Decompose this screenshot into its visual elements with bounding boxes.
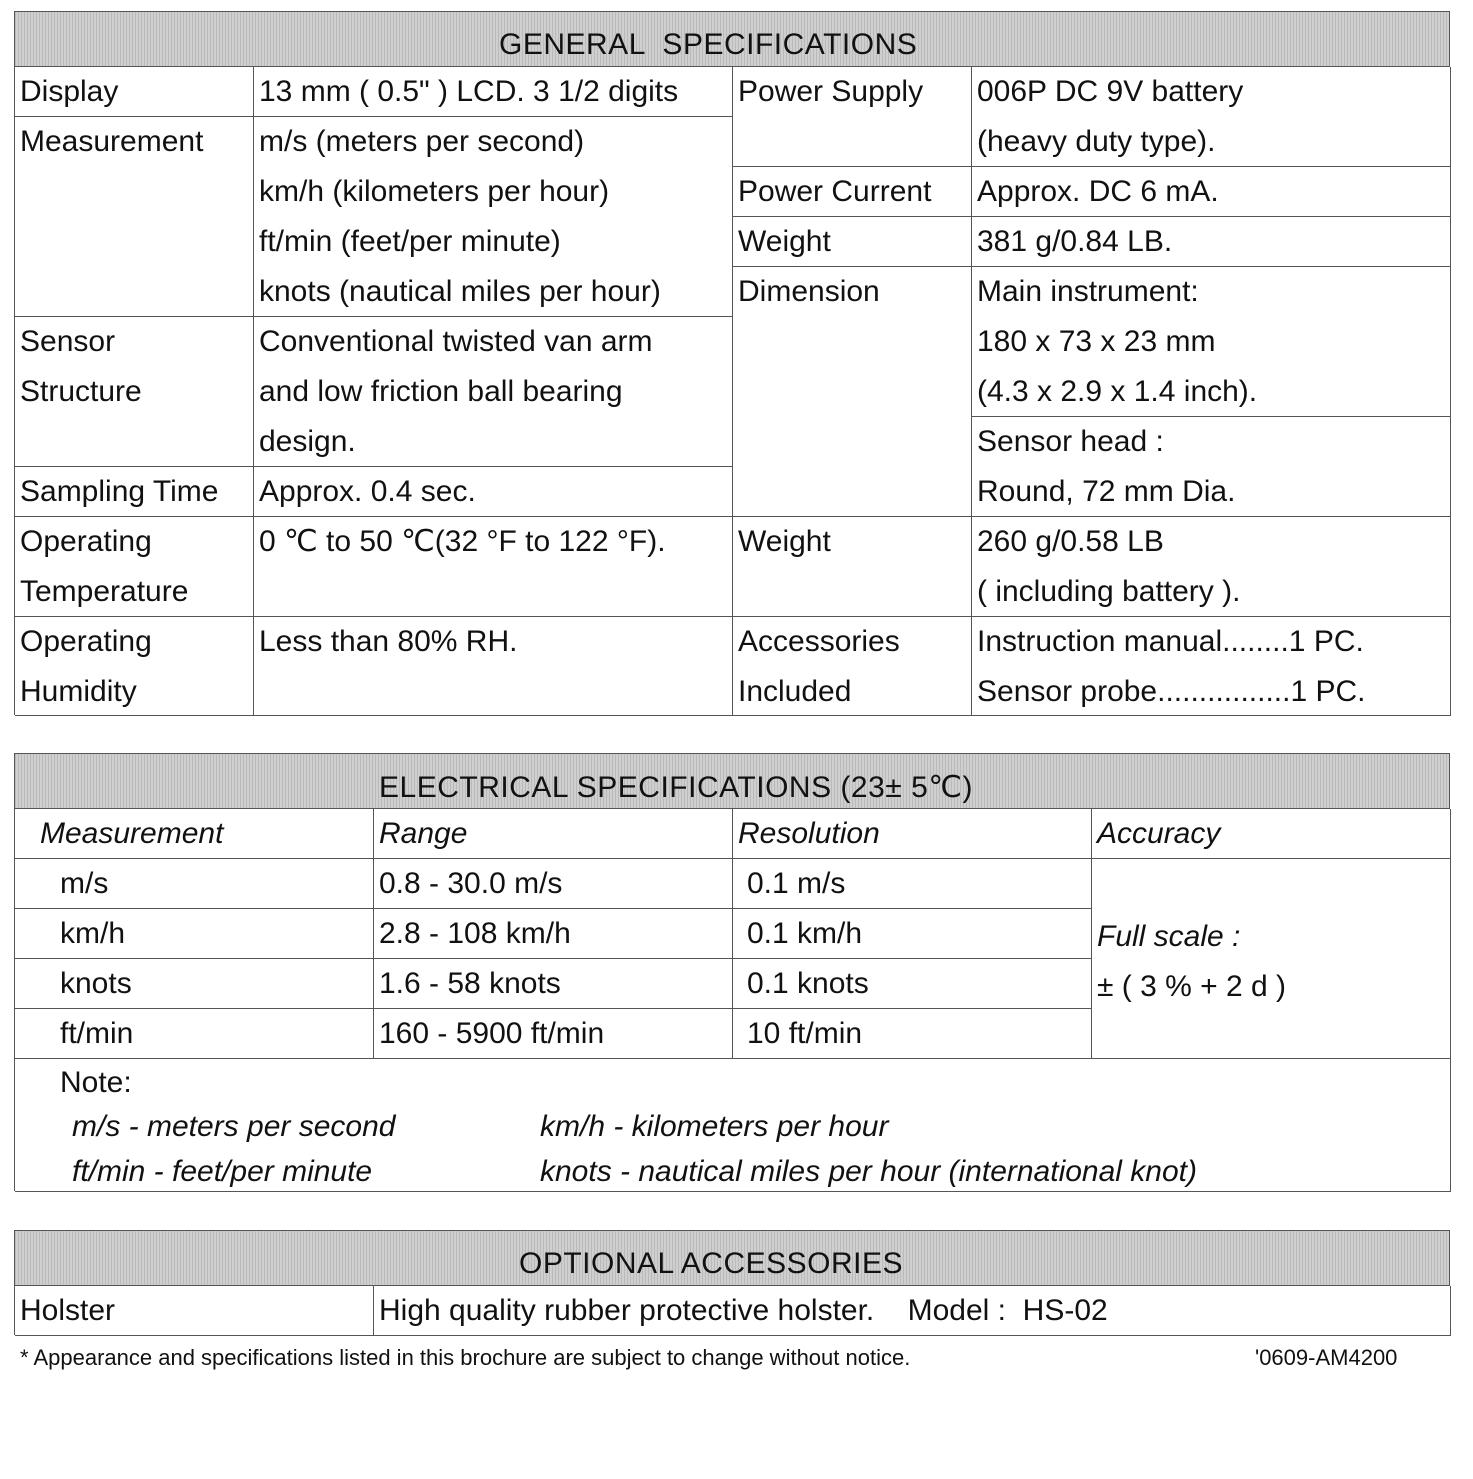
measurement-label: Measurement: [20, 125, 204, 158]
weight-label-cell: [733, 217, 972, 267]
weight2-value-line1: 260 g/0.58 LB: [977, 525, 1164, 558]
power-supply-label-cell: [733, 67, 972, 167]
row-ms-unit: m/s: [60, 867, 109, 900]
dimension-label: Dimension: [738, 275, 880, 308]
op-hum-label-line2: Humidity: [20, 675, 137, 708]
row-knots-unit: knots: [60, 967, 132, 1000]
accuracy-line1: Full scale :: [1097, 920, 1241, 953]
power-current-value: Approx. DC 6 mA.: [977, 175, 1219, 208]
accessories-value-line2: Sensor probe................1 PC.: [977, 675, 1366, 708]
accessories-value-line1: Instruction manual........1 PC.: [977, 625, 1364, 658]
electrical-spec-title: ELECTRICAL SPECIFICATIONS (23± 5℃): [379, 771, 973, 804]
note-label: Note:: [60, 1066, 132, 1099]
electrical-spec-header: [14, 753, 1450, 809]
header-range-cell: [374, 809, 733, 859]
power-supply-value-line1: 006P DC 9V battery: [977, 75, 1244, 108]
general-spec-header: [14, 11, 1450, 67]
op-hum-value-cell: [254, 617, 733, 716]
measurement-value-cell: [254, 117, 733, 317]
op-temp-label-line2: Temperature: [20, 575, 189, 608]
measurement-value-ftmin: ft/min (feet/per minute): [259, 225, 561, 258]
header-resolution: Resolution: [738, 817, 880, 850]
weight2-value-cell: [972, 517, 1451, 617]
accessories-label-line2: Included: [738, 675, 852, 708]
power-current-label: Power Current: [738, 175, 932, 208]
sensor-label-line1: Sensor: [20, 325, 116, 358]
accuracy-cell: [1092, 859, 1451, 1059]
op-temp-label-line1: Operating: [20, 525, 152, 558]
note-ftmin: ft/min - feet/per minute: [72, 1155, 373, 1188]
dimension-main-line2: 180 x 73 x 23 mm: [977, 325, 1216, 358]
general-spec-table: [14, 66, 1450, 715]
row-ms-range: 0.8 - 30.0 m/s: [379, 867, 563, 900]
weight2-label-cell: [733, 517, 972, 617]
sensor-value-line1: Conventional twisted van arm: [259, 325, 653, 358]
dimension-main-line1: Main instrument:: [977, 275, 1199, 308]
weight2-value-line2: ( including battery ).: [977, 575, 1241, 608]
row-kmh-range: 2.8 - 108 km/h: [379, 917, 571, 950]
power-supply-label: Power Supply: [738, 75, 924, 108]
note-ms: m/s - meters per second: [72, 1110, 396, 1143]
holster-desc-cell: [374, 1286, 1451, 1336]
row-ms-resolution: 0.1 m/s: [747, 867, 846, 900]
footer-code: '0609-AM4200: [1255, 1345, 1398, 1370]
optional-accessories-title: OPTIONAL ACCESSORIES: [519, 1247, 903, 1280]
sampling-value-cell: [254, 467, 733, 517]
op-hum-value: Less than 80% RH.: [259, 625, 518, 658]
dimension-sensor-cell: [972, 417, 1451, 517]
table-row-knots-measurement: [15, 959, 374, 1009]
accessories-value-cell: [972, 617, 1451, 716]
power-supply-value-cell: [972, 67, 1451, 167]
electrical-spec-table: [14, 808, 1450, 1191]
table-row-ms-range: [374, 859, 733, 909]
op-hum-label-line1: Operating: [20, 625, 152, 658]
op-temp-value: 0 ℃ to 50 ℃(32 °F to 122 °F).: [259, 525, 666, 558]
header-measurement: Measurement: [40, 817, 224, 850]
row-knots-resolution: 0.1 knots: [747, 967, 869, 1000]
accessories-label-cell: [733, 617, 972, 716]
note-knots: knots - nautical miles per hour (international knot): [540, 1155, 1197, 1188]
header-accuracy: Accuracy: [1097, 817, 1221, 850]
table-row-ftmin-measurement: [15, 1009, 374, 1059]
sampling-value: Approx. 0.4 sec.: [259, 475, 476, 508]
dimension-sensor-line2: Round, 72 mm Dia.: [977, 475, 1236, 508]
general-spec-title: GENERAL SPECIFICATIONS: [499, 28, 918, 61]
table-row-ms-resolution: [733, 859, 1092, 909]
sensor-label-cell: [15, 317, 254, 467]
measurement-value-kmh: km/h (kilometers per hour): [259, 175, 610, 208]
weight-label: Weight: [738, 225, 831, 258]
display-label-cell: [15, 67, 254, 117]
dimension-label-cell: [733, 267, 972, 517]
dimension-main-line3: (4.3 x 2.9 x 1.4 inch).: [977, 375, 1258, 408]
sensor-value-cell: [254, 317, 733, 467]
row-kmh-resolution: 0.1 km/h: [747, 917, 863, 950]
table-row-knots-resolution: [733, 959, 1092, 1009]
accessories-label-line1: Accessories: [738, 625, 900, 658]
weight-value: 381 g/0.84 LB.: [977, 225, 1173, 258]
op-temp-value-cell: [254, 517, 733, 617]
table-row-kmh-range: [374, 909, 733, 959]
table-row-ftmin-range: [374, 1009, 733, 1059]
sensor-value-line3: design.: [259, 425, 356, 458]
weight-value-cell: [972, 217, 1451, 267]
optional-accessories-header: [14, 1230, 1450, 1286]
sampling-label-cell: [15, 467, 254, 517]
op-hum-label-cell: [15, 617, 254, 716]
dimension-sensor-line1: Sensor head :: [977, 425, 1164, 458]
holster-label: Holster: [20, 1294, 116, 1327]
header-accuracy-cell: [1092, 809, 1451, 859]
holster-label-cell: [15, 1286, 374, 1336]
power-current-label-cell: [733, 167, 972, 217]
table-row-kmh-measurement: [15, 909, 374, 959]
header-measurement-cell: [15, 809, 374, 859]
weight2-label: Weight: [738, 525, 831, 558]
power-supply-value-line2: (heavy duty type).: [977, 125, 1216, 158]
power-current-value-cell: [972, 167, 1451, 217]
note-kmh: km/h - kilometers per hour: [540, 1110, 889, 1143]
display-value-cell: [254, 67, 733, 117]
footer-disclaimer: * Appearance and specifications listed in this brochure are subject to change without notice.: [20, 1345, 911, 1370]
table-row-ms-measurement: [15, 859, 374, 909]
table-row-knots-range: [374, 959, 733, 1009]
sensor-value-line2: and low friction ball bearing: [259, 375, 623, 408]
row-ftmin-unit: ft/min: [60, 1017, 134, 1050]
header-resolution-cell: [733, 809, 1092, 859]
sampling-label: Sampling Time: [20, 475, 219, 508]
dimension-main-cell: [972, 267, 1451, 417]
row-knots-range: 1.6 - 58 knots: [379, 967, 561, 1000]
accuracy-line2: ± ( 3 % + 2 d ): [1097, 970, 1287, 1003]
table-row-ftmin-resolution: [733, 1009, 1092, 1059]
holster-desc: High quality rubber protective holster. Model : HS-02: [379, 1294, 1108, 1327]
display-value: 13 mm ( 0.5" ) LCD. 3 1/2 digits: [259, 75, 679, 108]
op-temp-label-cell: [15, 517, 254, 617]
row-kmh-unit: km/h: [60, 917, 126, 950]
sensor-label-line2: Structure: [20, 375, 142, 408]
measurement-value-knots: knots (nautical miles per hour): [259, 275, 661, 308]
display-label: Display: [20, 75, 119, 108]
measurement-label-cell: [15, 117, 254, 317]
measurement-value-ms: m/s (meters per second): [259, 125, 585, 158]
table-row-kmh-resolution: [733, 909, 1092, 959]
optional-accessories-table: [14, 1285, 1450, 1335]
header-range: Range: [379, 817, 468, 850]
row-ftmin-resolution: 10 ft/min: [747, 1017, 863, 1050]
row-ftmin-range: 160 - 5900 ft/min: [379, 1017, 605, 1050]
